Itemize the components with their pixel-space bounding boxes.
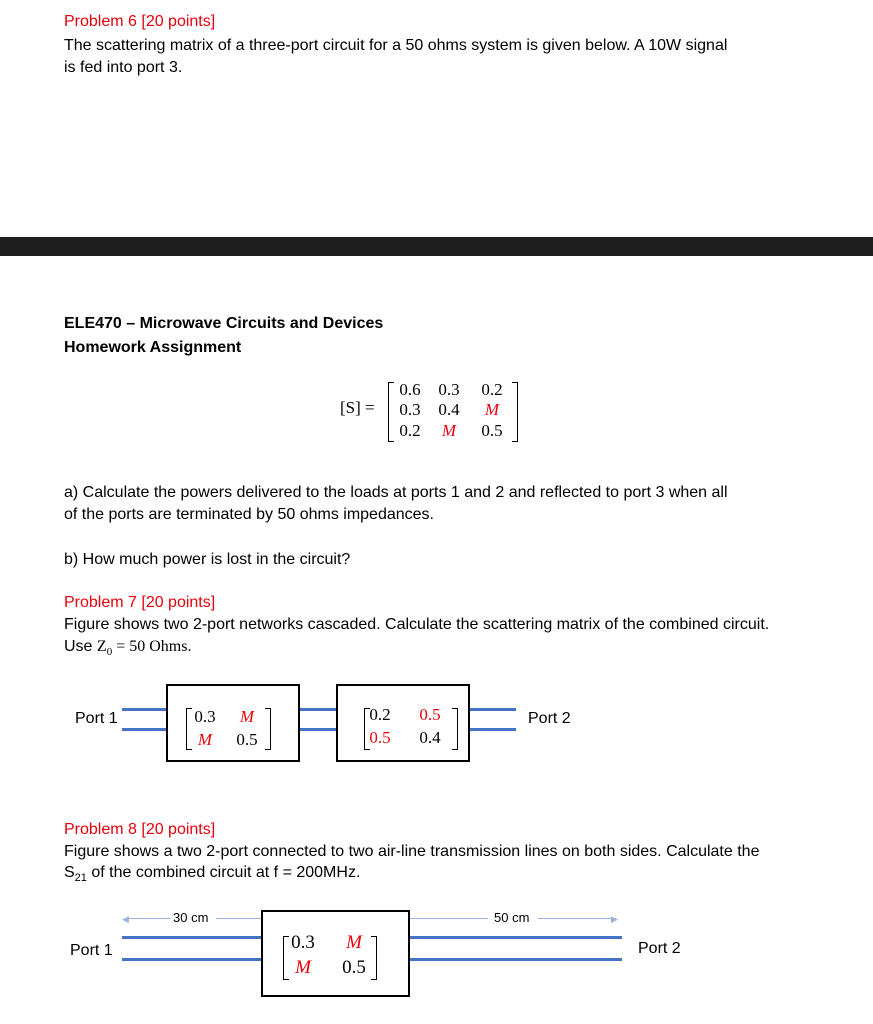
course-subtitle: Homework Assignment [64,339,242,356]
p7-m1-right-bracket [265,708,271,750]
course-title: ELE470 – Microwave Circuits and Devices [64,315,384,332]
p7-m1-cell-m: M [239,707,255,726]
p7-network1 [166,684,300,762]
p8-dim-arrow-30cm-right [216,918,262,919]
problem8-text-line1: Figure shows a two 2-port connected to two air-line transmission lines on both sides. Calculate the [64,843,760,860]
p8-port1-label: Port 1 [70,942,113,959]
p8-port2-label: Port 2 [638,940,681,957]
smatrix-cell: 0.3 [399,400,421,419]
problem7-heading: Problem 7 [20 points] [64,594,216,611]
smatrix-cell: 0.2 [481,380,503,399]
problem7-use: Use [64,638,93,655]
p7-line [468,728,516,731]
p8-dim-arrow-50cm-right [538,918,616,919]
problem7-text-line2 [64,636,191,663]
problem8-heading: Problem 8 [20 points] [64,821,216,838]
problem7-text-line1: Figure shows two 2-port networks cascaded. Calculate the scattering matrix of the combined circuit. [64,616,770,633]
p7-line [122,708,166,711]
p8-m-cell: 0.3 [291,932,315,953]
page-divider-bar [0,237,873,256]
p8-m-cell-m: M [295,957,311,978]
p8-line-left-bottom [122,958,262,961]
p7-m2-cell-red: 0.5 [369,728,391,747]
p8-m-cell: 0.5 [342,957,366,978]
p8-dim-arrow-30cm-left [128,918,170,919]
smatrix-right-bracket [512,382,518,442]
smatrix [388,378,518,444]
problem8-text-line2: $S_{21}$ of the combined circuit at f = 200MHz. [64,864,361,885]
smatrix-label: [S] = [340,398,375,417]
p8-network [261,910,410,997]
problem6-heading: Problem 6 [20 points] [64,13,216,30]
p7-m1-cell: 0.3 [194,707,216,726]
p7-line [298,708,336,711]
smatrix-cell-m: M [441,421,457,440]
p7-m2-cell: 0.4 [419,728,441,747]
p7-line [122,728,166,731]
smatrix-cell: 0.2 [399,421,421,440]
smatrix-cell: 0.3 [438,380,460,399]
part-a-line1: a) Calculate the powers delivered to the loads at ports 1 and 2 and reflected to port 3 when all [64,484,728,501]
p8-line-left-top [122,936,262,939]
p7-m1-cell: 0.5 [236,730,258,749]
part-a-line2: of the ports are terminated by 50 ohms impedances. [64,506,434,523]
p7-m2-right-bracket [452,708,458,750]
p7-m2-cell: 0.2 [369,705,391,724]
part-b: b) How much power is lost in the circuit? [64,551,351,568]
smatrix-cell: 0.4 [438,400,460,419]
p7-line [468,708,516,711]
problem7-z0: $Z_0 = 50$ Ohms. [96,638,192,659]
p8-line-right-bottom [408,958,622,961]
p7-m2-cell-red: 0.5 [419,705,441,724]
p8-arrowhead-left-icon: ◀ [122,914,129,924]
p8-dim-arrow-50cm-left [410,918,488,919]
p7-port2-label: Port 2 [528,710,571,727]
p8-length-50cm: 50 cm [494,910,530,925]
problem6-text-line1: The scattering matrix of a three-port circuit for a 50 ohms system is given below. A 10W signal [64,37,728,54]
p7-line [298,728,336,731]
p8-m-right-bracket [371,936,377,980]
p7-m1-cell-m: M [197,730,213,749]
p7-network2 [336,684,470,762]
p8-length-30cm: 30 cm [173,910,209,925]
smatrix-cell: 0.6 [399,380,421,399]
smatrix-cell: 0.5 [481,421,503,440]
problem6-text-line2: is fed into port 3. [64,59,183,76]
p7-port1-label: Port 1 [75,710,118,727]
p8-line-right-top [408,936,622,939]
smatrix-cell-m: M [484,400,500,419]
p8-arrowhead-right-icon: ▶ [611,914,618,924]
p8-m-cell-m: M [346,932,362,953]
